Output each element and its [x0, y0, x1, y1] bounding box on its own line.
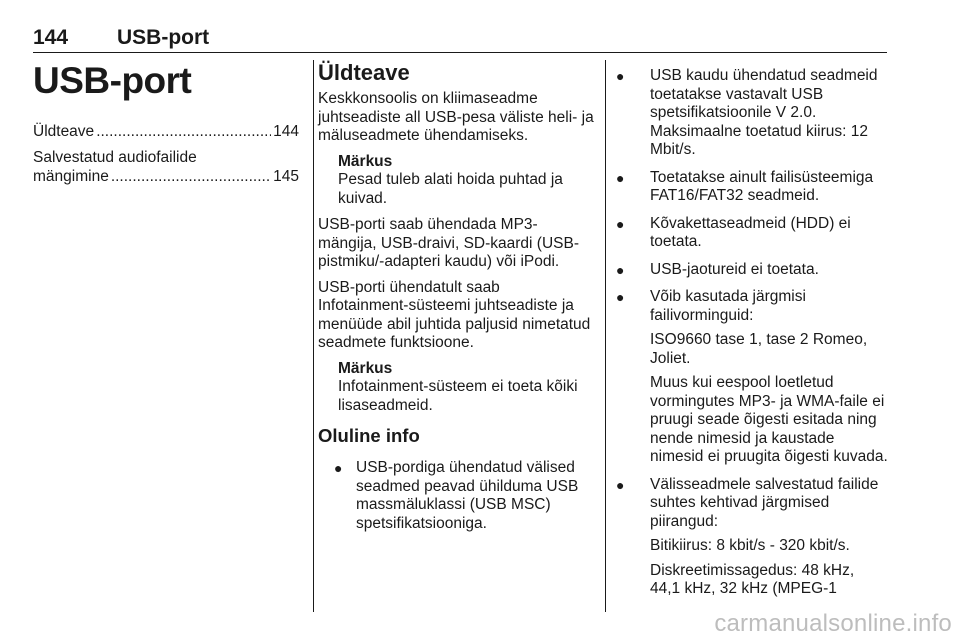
list-item-subtext: Diskreetimissagedus: 48 kHz, 44,1 kHz, 32 kHz (MPEG-1: [650, 561, 855, 597]
bullet-icon: ●: [616, 476, 625, 493]
toc-entry-page: 145: [273, 168, 299, 185]
list-item-text: Võib kasutada järgmisi failivorminguid:: [650, 288, 806, 324]
list-item: [612, 169, 888, 206]
note-box: [318, 360, 594, 416]
bullet-icon: ●: [616, 215, 625, 232]
list-item: [612, 288, 888, 467]
body-paragraph: USB-porti saab ühendada MP3-mängija, USB-draivi, SD-kaardi (USB-pistmiku/-adapteri kaudu) või iPodi.: [318, 216, 579, 270]
list-item-text: Kõvakettaseadmeid (HDD) ei toetata.: [650, 214, 851, 250]
column-requirements: [612, 60, 888, 608]
toc-leader-dots: [111, 167, 271, 186]
bullet-list: [318, 459, 594, 533]
list-item: [612, 215, 888, 252]
page-header: [33, 22, 887, 53]
toc-entry-uldteave[interactable]: [33, 122, 299, 141]
list-item: [612, 67, 888, 160]
bullet-icon: ●: [616, 289, 625, 305]
toc-entry-salvestatud[interactable]: [33, 148, 299, 186]
bullet-icon: ●: [616, 261, 625, 278]
list-item: [612, 261, 888, 280]
list-item: [318, 459, 594, 533]
list-item-text: USB-pordiga ühendatud välised seadmed peavad ühilduma USB massmäluklassi (USB MSC) spetsifikatsiooniga.: [356, 459, 579, 532]
bullet-icon: ●: [616, 169, 625, 186]
body-paragraph: USB-porti ühendatult saab Infotainment-süsteemi juhtseadiste ja menüüde abil juhtida paljusid nimetatud seadmete funktsioone.: [318, 278, 591, 351]
column-general-info: [318, 60, 594, 542]
running-title: USB-port: [117, 26, 210, 49]
column-divider-left: [313, 60, 314, 612]
note-label: Märkus: [338, 152, 393, 170]
note-text: Pesad tuleb alati hoida puhtad ja kuivad.: [338, 171, 563, 207]
toc-entry-label-line1: Salvestatud audiofailide: [33, 149, 197, 166]
toc-entry-page: 144: [273, 123, 299, 140]
watermark: carmanualsonline.info: [714, 610, 952, 637]
list-item-subtext: Bitikiirus: 8 kbit/s - 320 kbit/s.: [650, 537, 850, 554]
toc-entry-label: mängimine: [33, 168, 109, 185]
list-item-text: Toetatakse ainult failisüsteemiga FAT16/FAT32 seadmeid.: [650, 168, 874, 204]
bullet-icon: ●: [616, 68, 625, 84]
note-box: [318, 153, 594, 209]
list-item-text: Välisseadmele salvestatud failide suhtes kehtivad järgmised piirangud:: [650, 475, 879, 530]
section-heading: Üldteave: [318, 60, 410, 85]
chapter-title: USB-port: [33, 60, 192, 101]
list-item: [612, 476, 888, 599]
list-item-text: USB kaudu ühendatud seadmeid toetatakse vastavalt USB spetsifikatsioonile V 2.0. Maksimaalne toetatud kiirus: 12 Mbit/s.: [650, 67, 878, 158]
list-item-subtext: Muus kui eespool loetletud vormingutes MP3- ja WMA-faile ei pruugi seade õigesti esitada ning nende nimesid ja kaustade nimesid ei pruugita õigesti kuvada.: [650, 374, 888, 465]
note-label: Märkus: [338, 359, 393, 377]
subsection-heading: Oluline info: [318, 425, 420, 446]
column-divider-right: [605, 60, 606, 612]
note-text: Infotainment-süsteem ei toeta kõiki lisaseadmeid.: [338, 378, 578, 414]
list-item-text: USB-jaotureid ei toetata.: [650, 260, 819, 278]
toc-leader-dots: [96, 122, 271, 141]
intro-paragraph: Keskkonsoolis on kliimaseadme juhtseadiste all USB-pesa väliste heli- ja mäluseadmete ühendamiseks.: [318, 90, 594, 144]
page-number: 144: [33, 26, 69, 49]
list-item-subtext: ISO9660 tase 1, tase 2 Romeo, Joliet.: [650, 331, 868, 367]
column-toc: [33, 60, 299, 193]
toc-entry-label: Üldteave: [33, 123, 95, 140]
bullet-list: [612, 67, 888, 599]
bullet-icon: ●: [334, 460, 343, 476]
